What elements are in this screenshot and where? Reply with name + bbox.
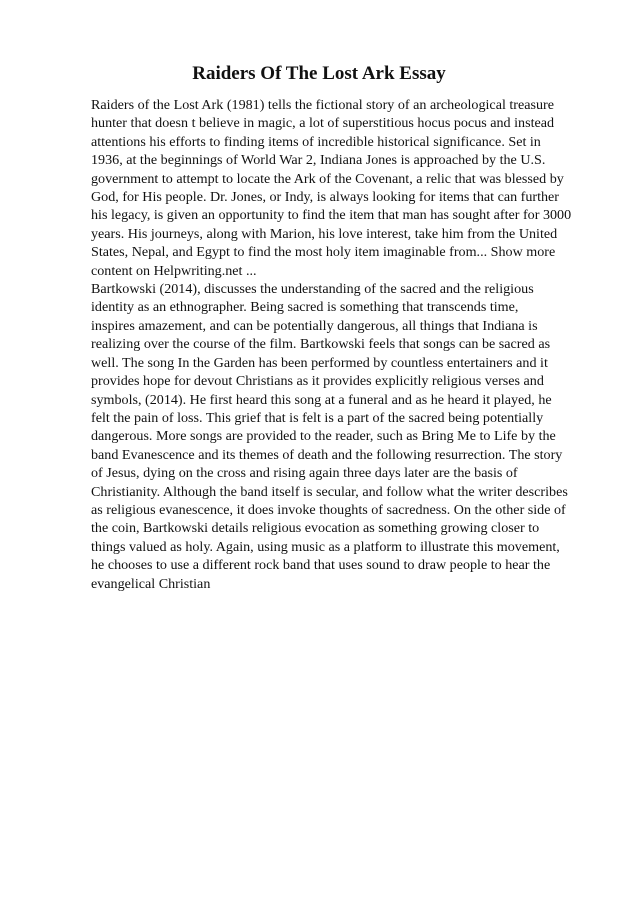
page-title: Raiders Of The Lost Ark Essay: [192, 63, 446, 84]
paragraph-intro: Raiders of the Lost Ark (1981) tells the fictional story of an archeological treasure hunter that doesn t believe in magic, a lot of superstitious hocus pocus and instead attentions his efforts to finding items of incredible historical significance. Set in 1936, at the beginnings of World War 2, Indiana Jones is approached by the U.S. government to attempt to locate the Ark of the Covenant, a relic that was blessed by God, for His people. Dr. Jones, or Indy, is always looking for items that can further his legacy, is given an opportunity to find the item that man has sought after for 3000 years. His journeys, along with Marion, his love interest, take him from the United States, Nepal, and Egypt to find the most holy item imaginable from... Show more content on Helpwriting.net ...: [91, 97, 572, 279]
essay-body: [91, 96, 611, 593]
paragraph-bartkowski: Bartkowski (2014), discusses the understanding of the sacred and the religious identity as an ethnographer. Being sacred is something that transcends time, inspires amazement, and can be potentially dangerous, all things that Indiana is realizing over the course of the film. Bartkowski feels that songs can be sacred as well. The song In the Garden has been performed by countless entertainers and it provides hope for devout Christians as it provides explicitly religious verses and symbols, (2014). He first heard this song at a funeral and as he heard it played, he felt the pain of loss. This grief that is felt is a part of the sacred being potentially dangerous. More songs are provided to the reader, such as Bring Me to Life by the band Evanescence and its themes of death and the following resurrection. The story of Jesus, dying on the cross and rising again three days later are the basis of Christianity. Although the band itself is secular, and follow what the writer describes as religious evanescence, it does invoke thoughts of sacredness. On the other side of the coin, Bartkowski details religious evocation as something growing closer to things valued as holy. Again, using music as a platform to illustrate this movement, he chooses to use a different rock band that uses sound to draw people to hear the evangelical Christian: [91, 281, 568, 592]
